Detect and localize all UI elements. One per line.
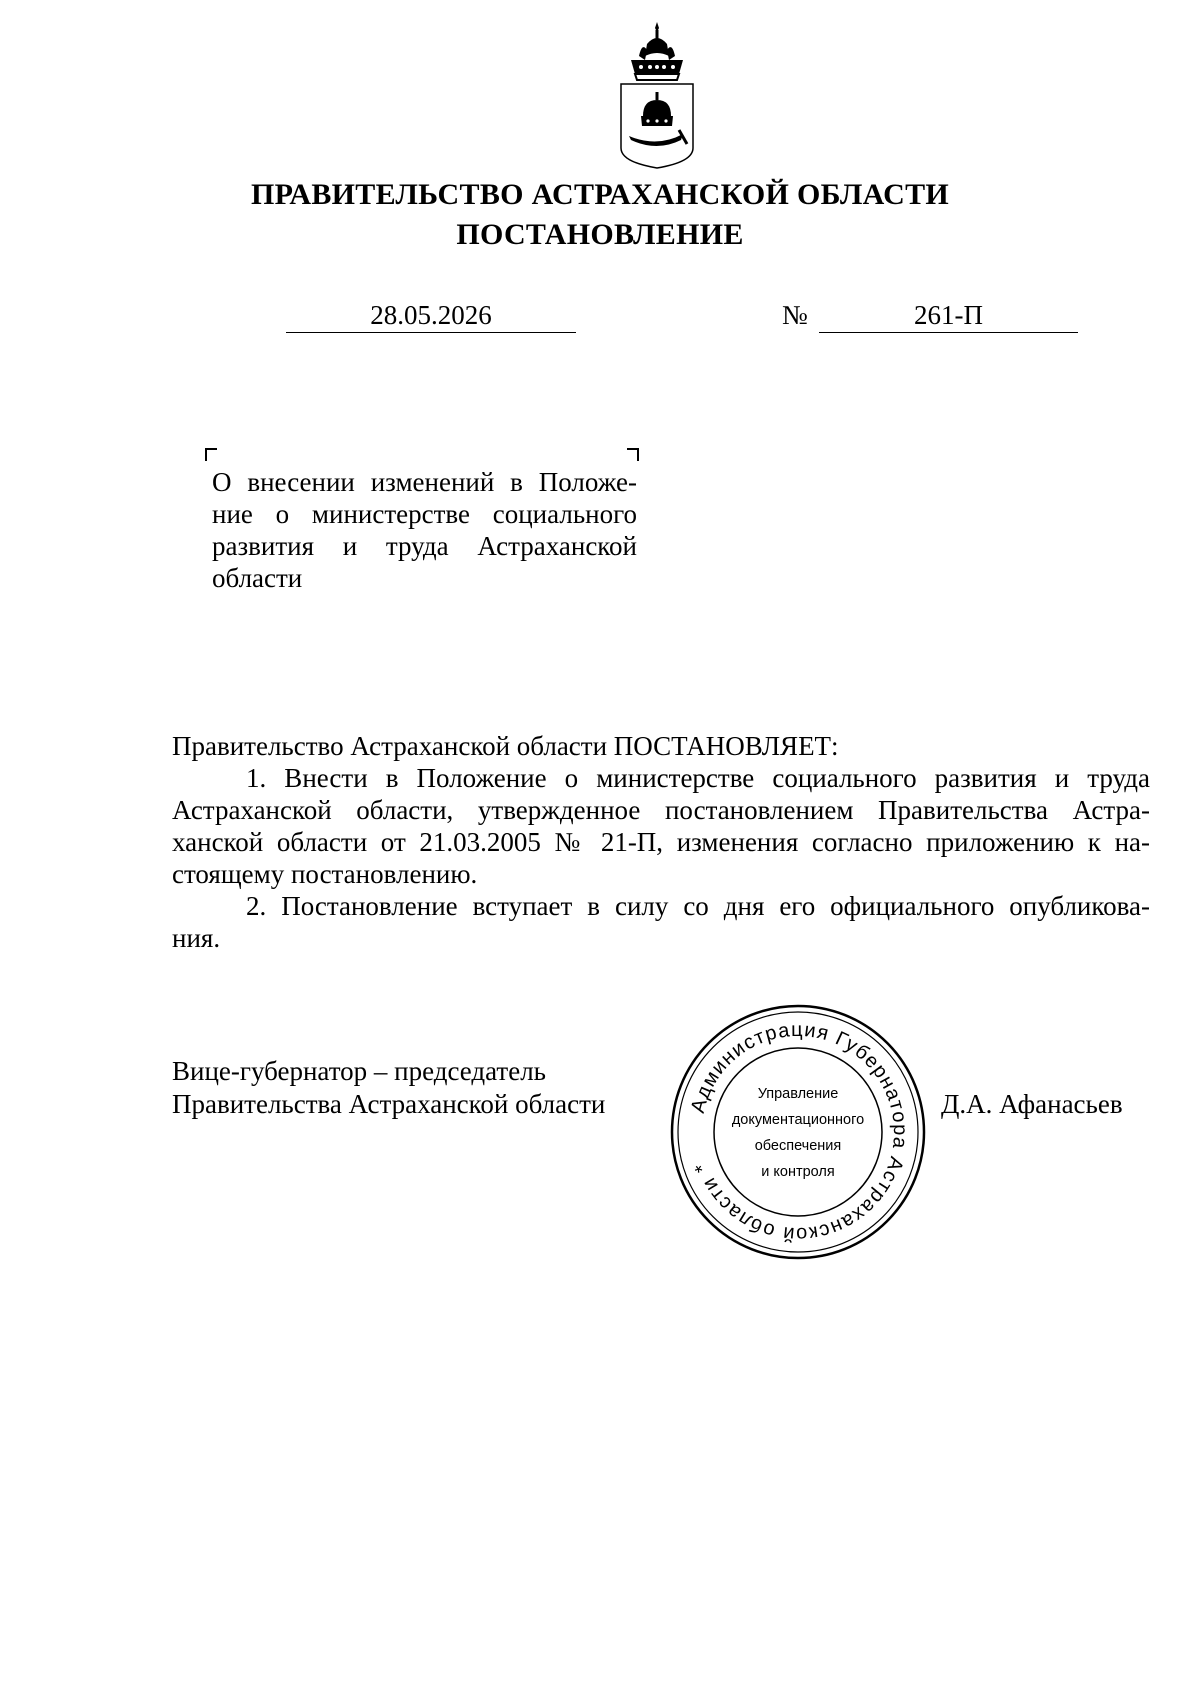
signatory-position-line: Вице-губернатор – председатель (172, 1056, 546, 1086)
signatory-position-line: Правительства Астраханской области (172, 1089, 606, 1119)
seal-ring-text: Администрация Губернатора Астраханской области * (686, 1018, 912, 1246)
subject-corner-left (205, 448, 217, 461)
organization-title: ПРАВИТЕЛЬСТВО АСТРАХАНСКОЙ ОБЛАСТИ (250, 178, 950, 211)
body-line: ния. (172, 923, 221, 953)
signatory-position (172, 1055, 605, 1121)
document-date: 28.05.2026 (286, 300, 576, 333)
document-body (172, 730, 1150, 954)
subject-corner-right (627, 448, 639, 461)
subject-line: развития и труда Астраханской (212, 531, 637, 561)
body-line: стоящему постановлению. (172, 859, 478, 889)
official-seal-icon (668, 1002, 928, 1262)
number-sign: № (782, 300, 808, 330)
seal-center-line: и контроля (761, 1164, 835, 1180)
signatory-name: Д.А. Афанасьев (941, 1089, 1123, 1119)
body-line: 1. Внести в Положение о министерстве социального развития и труда (246, 763, 1150, 793)
body-preamble: Правительство Астраханской области ПОСТАНОВЛЯЕТ: (172, 731, 839, 761)
body-line: Астраханской области, утвержденное постановлением Правительства Астра- (172, 795, 1150, 825)
seal-center-line: обеспечения (754, 1138, 842, 1154)
seal-center-line: Управление (757, 1086, 839, 1102)
subject-line: ние о министерстве социального (212, 499, 637, 529)
document-number: 261-П (819, 300, 1078, 333)
seal-center-line: документационного (731, 1112, 865, 1128)
body-line: ханской области от 21.03.2005 № 21-П, изменения согласно приложению к на- (172, 827, 1150, 857)
subject-line: О внесении изменений в Положе- (212, 467, 637, 497)
body-line: 2. Постановление вступает в силу со дня его официального опубликова- (246, 891, 1150, 921)
document-type-title: ПОСТАНОВЛЕНИЕ (456, 218, 744, 251)
coat-of-arms-icon (617, 20, 697, 170)
document-subject (212, 466, 637, 594)
subject-line: области (212, 563, 303, 593)
